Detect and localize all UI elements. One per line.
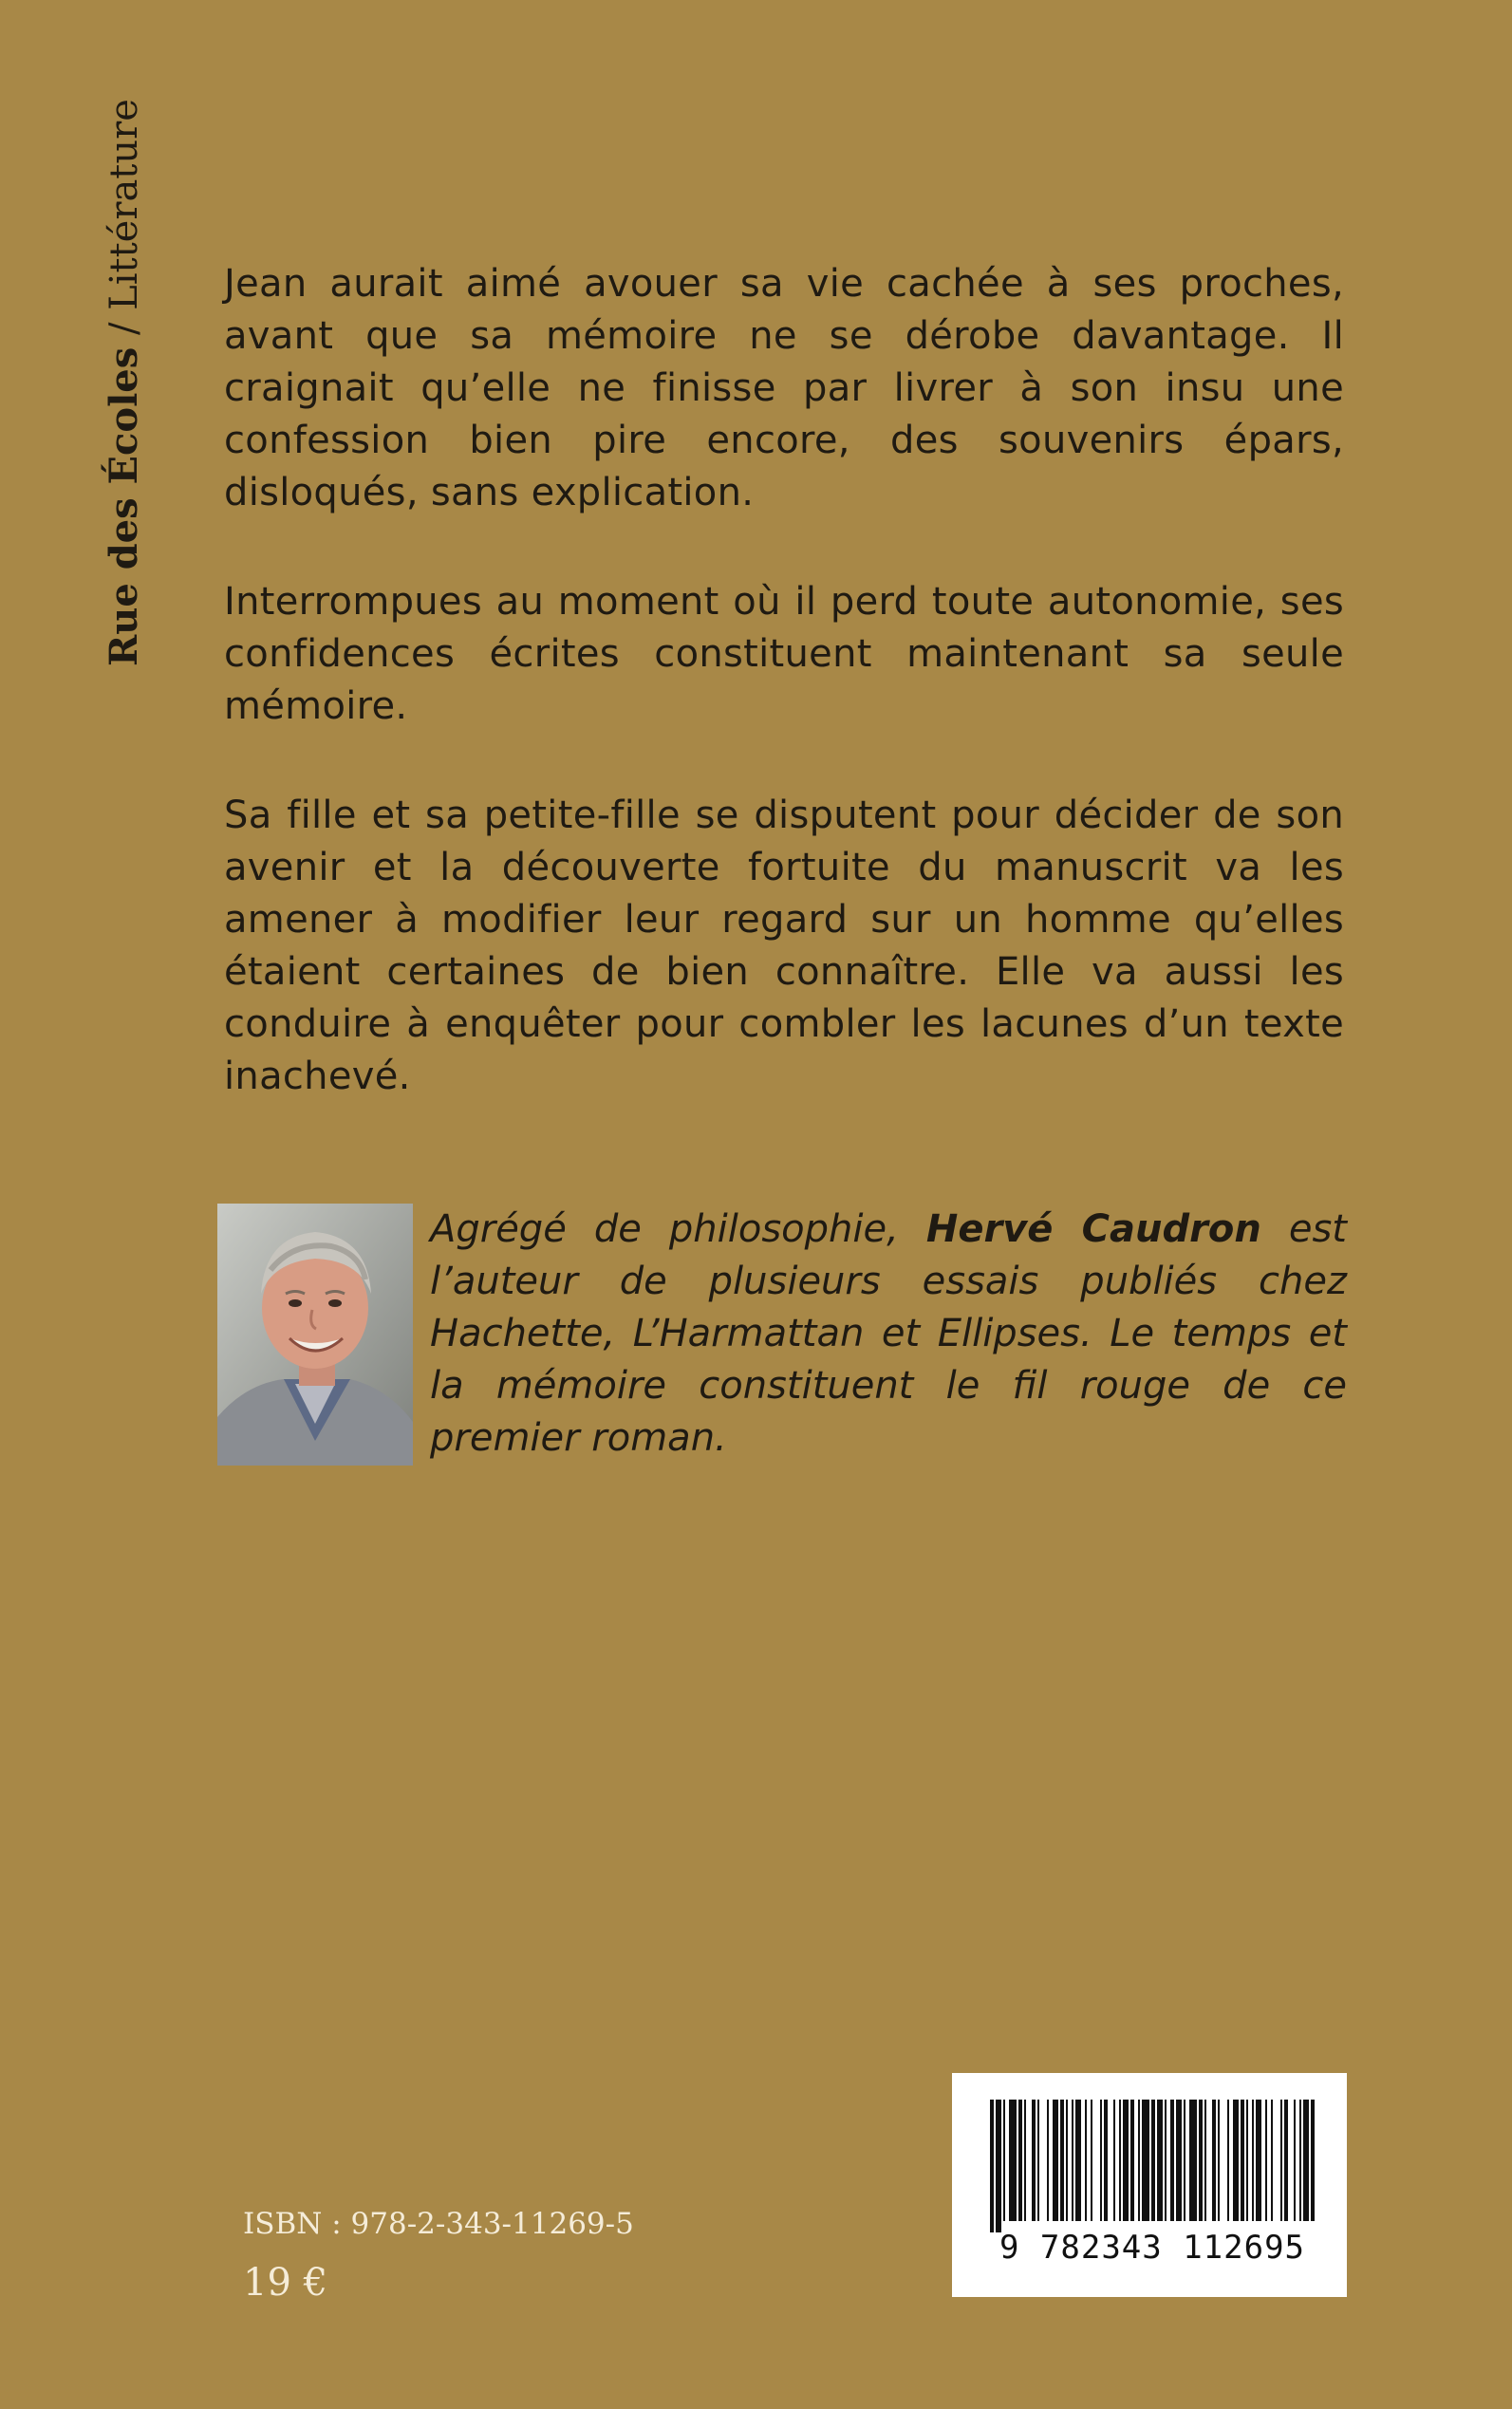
barcode-bar (1170, 2100, 1174, 2221)
barcode-bar (1311, 2100, 1315, 2221)
barcode-bar (1151, 2100, 1155, 2221)
bio-intro: Agrégé de philosophie, (430, 1207, 926, 1251)
barcode-bar (1100, 2100, 1102, 2221)
barcode-bar (1085, 2100, 1087, 2221)
author-portrait-icon (217, 1204, 413, 1466)
barcode-bar (1053, 2100, 1058, 2221)
barcode-bar (1003, 2100, 1005, 2221)
barcode-bar (1066, 2100, 1068, 2221)
barcode-bar (1271, 2100, 1273, 2221)
barcode-bar (1119, 2100, 1121, 2221)
spine-label (95, 99, 154, 666)
barcode-bar (1233, 2100, 1239, 2221)
barcode-bar (1241, 2100, 1244, 2221)
barcode-bar (1184, 2100, 1185, 2221)
barcode-bar (1218, 2100, 1220, 2221)
bio-rest: est l’auteur de plusieurs essais publiés chez Hachette, L’Harmattan et Ellipses. Le temps et la mémoire constituent le fil rouge de ce premier roman. (430, 1207, 1347, 1460)
barcode-bar (1018, 2100, 1022, 2221)
blurb-paragraph-2: Interrompues au moment où il perd toute autonomie, ses confidences écrites constituent maintenant sa seule mémoire. (224, 580, 1344, 728)
barcode-bar (1032, 2100, 1036, 2221)
book-blurb (224, 258, 1344, 1160)
barcode-digits: 9 782343 112695 (999, 2229, 1306, 2267)
barcode-bar (1303, 2100, 1309, 2221)
barcode-bar (1227, 2100, 1229, 2221)
barcode-bar (1072, 2100, 1073, 2221)
barcode-bar (1165, 2100, 1167, 2221)
barcode-bar (1265, 2100, 1267, 2221)
barcode-bar (1284, 2100, 1288, 2221)
barcode-bar (1123, 2100, 1129, 2221)
barcode-bar (1142, 2100, 1149, 2221)
barcode-bar (1104, 2100, 1108, 2221)
barcode-bar (1212, 2100, 1216, 2221)
barcode-bar (1075, 2100, 1081, 2221)
barcode-bar (1091, 2100, 1092, 2221)
author-section (217, 1204, 1347, 1467)
barcode-bar (1138, 2100, 1140, 2221)
barcode-bar (1113, 2100, 1115, 2221)
barcode-bar (1189, 2100, 1197, 2221)
barcode-bar (1157, 2100, 1163, 2221)
barcode-bar (1252, 2100, 1254, 2221)
barcode-bar (1024, 2100, 1026, 2221)
collection-name: Littérature (103, 99, 146, 310)
barcode-bar (1047, 2100, 1049, 2221)
barcode-bar (1199, 2100, 1203, 2221)
author-bio (430, 1204, 1347, 1465)
isbn-label: ISBN : 978-2-343-11269-5 (243, 2207, 634, 2241)
barcode-bar (1009, 2100, 1017, 2221)
barcode-bar (1280, 2100, 1282, 2221)
barcode-bar (1299, 2100, 1301, 2221)
blurb-paragraph-3: Sa fille et sa petite-fille se disputent pour décider de son avenir et la découverte fortuite du manuscrit va les amener à modifier leur regard sur un homme qu’elles étaient certaines de bien connaître. Elle va aussi les conduire à enquêter pour combler les lacunes d’un texte inachevé. (224, 794, 1344, 1098)
blurb-paragraph-1: Jean aurait aimé avouer sa vie cachée à ses proches, avant que sa mémoire ne se dérobe davantage. Il craignait qu’elle ne finisse par livrer à son insu une confession bien pire encore, des souvenirs épars, disloqués, sans explication. (224, 262, 1344, 514)
barcode-bar (1037, 2100, 1039, 2221)
series-name: Rue des Écoles (102, 346, 146, 666)
barcode-bar (1256, 2100, 1261, 2221)
author-photo (217, 1204, 413, 1466)
author-name: Hervé Caudron (925, 1207, 1261, 1251)
barcode-bar (1204, 2100, 1206, 2221)
barcode-bar (996, 2100, 1001, 2232)
barcode-bar (1294, 2100, 1296, 2221)
barcode-bar (990, 2100, 994, 2232)
spine-separator: / (103, 309, 146, 347)
spine-text (95, 99, 154, 666)
barcode-bar (1060, 2100, 1064, 2221)
barcode-bar (1246, 2100, 1248, 2221)
barcode (952, 2073, 1347, 2297)
barcode-bar (1130, 2100, 1134, 2221)
price-label: 19 € (243, 2261, 328, 2305)
barcode-bar (1176, 2100, 1182, 2221)
